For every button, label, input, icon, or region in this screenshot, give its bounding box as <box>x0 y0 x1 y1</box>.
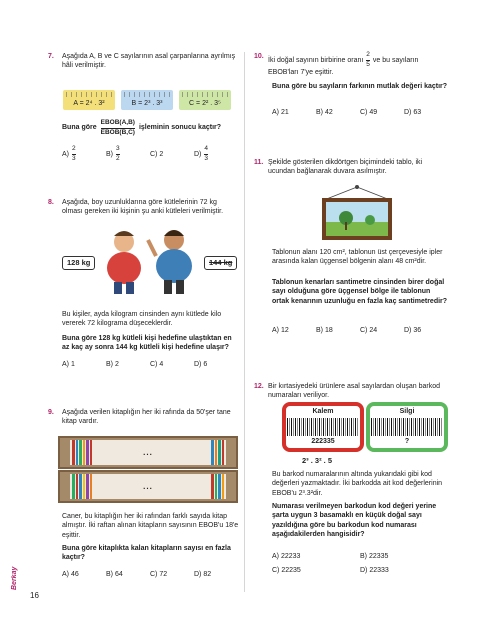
option-den: 3 <box>71 154 76 162</box>
ruler-b <box>121 90 173 110</box>
question-text: Şekilde gösterilen dikdörtgen biçimindeki tablo, iki ucundan bağlanarak duvara asılmıştır. <box>268 159 423 176</box>
question-11-text2: Tablonun alanı 120 cm², tablonun üst çerçevesiyle ipler arasında kalan üçgensel bölgenin alanı 48 cm²dir. <box>272 249 443 266</box>
barcode-card-silgi <box>366 402 448 452</box>
option-d[interactable]: D) 82 <box>194 571 212 578</box>
two-people-illustration <box>90 226 208 296</box>
ratio-num: 2 <box>366 51 370 58</box>
question-11-options <box>272 326 448 335</box>
question-9 <box>48 408 238 427</box>
option-num: 3 <box>115 145 120 152</box>
question-12-ask: Numarası verilmeyen barkodun kod değeri yerine şarta uygun 3 basamaklı en küçük doğal sayı yazıldığına göre bu barkodun kod numarası aşağıdakilerden hangisidir? <box>272 503 437 539</box>
option-letter: B) <box>106 150 113 158</box>
question-number: 9. <box>48 409 54 416</box>
option-a[interactable]: A) 46 <box>62 571 79 578</box>
question-12-options-row1 <box>272 552 448 561</box>
option-b[interactable]: B) 2 <box>106 361 119 368</box>
ruler-b-label: B = 2³ . 3³ <box>131 99 163 107</box>
text-suffix: ve bu sayıların EBOB'ları 7'ye eşittir. <box>268 56 419 76</box>
question-12-options-row2 <box>272 566 448 575</box>
option-a[interactable] <box>62 146 106 162</box>
brand-logo: Berkay <box>11 566 18 590</box>
question-text: Aşağıda A, B ve C sayılarının asal çarpanlarına ayrılmış hâli verilmiştir. <box>62 53 236 70</box>
option-c[interactable]: C) 4 <box>150 361 164 368</box>
question-text: Aşağıda verilen kitaplığın her iki rafında da 50'şer tane kitap vardır. <box>62 409 231 426</box>
bookshelf-bottom <box>58 470 238 503</box>
option-c[interactable]: C) 24 <box>360 327 378 334</box>
ruler-c-label: C = 2² . 3⁵ <box>189 99 221 107</box>
option-b[interactable]: B) 64 <box>106 571 123 578</box>
question-text: Aşağıda, boy uzunluklarına göre kütlelerinin 72 kg olması gereken iki kişinin şu anki kütleleri verilmiştir. <box>62 199 224 216</box>
question-12 <box>254 382 446 401</box>
question-7-options <box>62 146 238 162</box>
question-12-text2: Bu barkod numaralarının altında yukarıdaki gibi kod değerleri yazmaktadır. İki barkodda ait kod değerlerinin EBOB'u 2³.3²dir. <box>272 471 443 497</box>
option-d[interactable]: D) 6 <box>194 361 208 368</box>
question-8-ask: Buna göre 128 kg kütleli kişi hedefine ulaştıktan en az kaç ay sonra 144 kg kütleli kişi hedefine ulaşır? <box>62 335 232 352</box>
ruler-c <box>179 90 231 110</box>
option-d[interactable] <box>194 146 238 162</box>
barcode-card-kalem <box>282 402 364 452</box>
option-a[interactable]: A) 1 <box>62 361 75 368</box>
books-left <box>72 440 92 465</box>
hanging-painting-illustration <box>318 184 396 242</box>
question-text <box>254 52 446 77</box>
option-b[interactable] <box>106 146 150 162</box>
ebob-fraction <box>101 120 135 136</box>
question-number: 12. <box>254 383 264 390</box>
question-8-text2: Bu kişiler, ayda kilogram cinsinden aynı kütlede kilo vererek 72 kilograma düşeceklerdir. <box>62 311 222 328</box>
option-c[interactable]: C) 72 <box>150 571 168 578</box>
option-b[interactable]: B) 22335 <box>360 553 389 560</box>
option-c[interactable]: C) 22235 <box>272 567 301 574</box>
column-divider <box>244 52 245 592</box>
question-9-options <box>62 570 238 579</box>
books-left <box>72 474 92 499</box>
card-code: 222335 <box>311 438 335 446</box>
ask-prefix: Buna göre <box>62 124 97 132</box>
question-7-ask <box>62 120 242 136</box>
books-right <box>211 474 224 499</box>
option-c[interactable]: C) 49 <box>360 109 378 116</box>
option-c[interactable] <box>150 146 194 162</box>
option-b[interactable]: B) 18 <box>316 327 333 334</box>
option-b[interactable]: B) 42 <box>316 109 333 116</box>
question-text: Bir kırtasiyedeki ürünlere asal sayılardan oluşan barkod numaraları veriliyor. <box>268 383 440 400</box>
card-label: Kalem <box>312 408 334 415</box>
fraction-numerator: EBOB(A,B) <box>100 119 135 126</box>
option-a[interactable]: A) 22233 <box>272 553 301 560</box>
question-10-ask: Buna göre bu sayıların farkının mutlak değeri kaçtır? <box>272 83 448 90</box>
question-10-options <box>272 108 448 117</box>
ask-suffix: işleminin sonucu kaçtır? <box>138 124 222 132</box>
option-d[interactable]: D) 63 <box>404 109 422 116</box>
question-7 <box>48 52 238 71</box>
question-10 <box>254 52 446 77</box>
barcode-bars <box>287 418 359 436</box>
card-label: Silgi <box>399 408 415 415</box>
question-number: 11. <box>254 159 264 166</box>
option-a[interactable]: A) 21 <box>272 109 289 116</box>
option-letter: A) <box>62 150 69 158</box>
text-prefix: İki doğal sayının birbirine oranı <box>268 56 364 64</box>
ratio-den: 5 <box>366 60 370 68</box>
ruler-a <box>63 90 115 110</box>
question-number: 7. <box>48 53 54 60</box>
barcode-bars <box>371 418 443 436</box>
option-value: 2 <box>159 151 164 158</box>
dots: ... <box>143 482 153 491</box>
option-d[interactable]: D) 22333 <box>360 567 389 574</box>
question-11 <box>254 158 446 177</box>
option-den: 3 <box>204 154 208 162</box>
question-11-ask: Tablonun kenarları santimetre cinsinden birer doğal sayı olduğuna göre üçgensel bölge ile tablonun ortak kenarının uzunluğu en fazla kaç santimetredir? <box>272 279 448 305</box>
tag-left-weight: 128 kg <box>62 256 95 270</box>
question-9-ask: Buna göre kitaplıkta kalan kitapların sayısı en fazla kaçtır? <box>62 545 231 562</box>
card-code: ? <box>404 438 410 446</box>
option-letter: C) <box>150 151 158 158</box>
question-number: 8. <box>48 199 54 206</box>
option-letter: D) <box>194 150 202 158</box>
fraction-denominator: EBOB(B,C) <box>100 128 135 136</box>
question-8 <box>48 198 238 217</box>
kalem-formula: 2³ . 3² . 5 <box>302 456 333 465</box>
books-right <box>211 440 224 465</box>
option-den: 2 <box>115 154 120 162</box>
option-num: 4 <box>204 145 208 152</box>
dots: ... <box>143 448 153 457</box>
option-d[interactable]: D) 36 <box>404 327 422 334</box>
page-number: 16 <box>30 591 39 600</box>
option-a[interactable]: A) 12 <box>272 327 289 334</box>
question-number: 10. <box>254 53 264 60</box>
ruler-a-label: A = 2⁴ . 3² <box>73 99 105 107</box>
question-8-options <box>62 360 238 369</box>
bookshelf-top <box>58 436 238 469</box>
option-num: 2 <box>71 145 76 152</box>
tag-right-weight: 144 kg <box>204 256 237 270</box>
question-9-text2: Caner, bu kitaplığın her iki rafından farklı sayıda kitap almıştır. İki raftan alınan kitapların sayısının EBOB'u 18'e eşittir. <box>62 513 239 539</box>
